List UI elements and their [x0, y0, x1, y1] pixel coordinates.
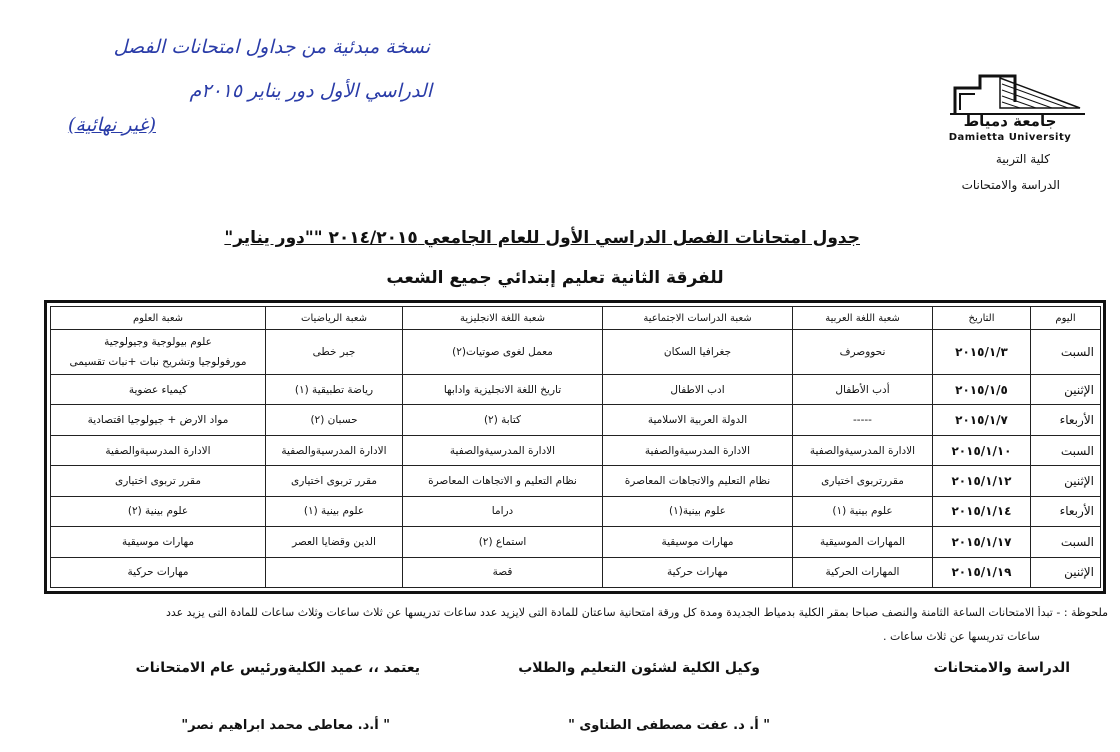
day-cell: الأربعاء — [1031, 405, 1101, 435]
english-cell: معمل لغوى صوتيات(٢) — [403, 330, 603, 375]
university-logo-icon — [940, 66, 1090, 116]
math-cell: حسبان (٢) — [266, 405, 403, 435]
arabic-cell: نحووصرف — [793, 330, 933, 375]
arabic-cell: مقررتربوى اختيارى — [793, 466, 933, 496]
english-cell: قصة — [403, 557, 603, 587]
faculty-label: كلية التربية — [995, 152, 1050, 166]
date-cell: ٢٠١٥/١/٥ — [933, 375, 1031, 405]
math-cell: جبر خطى — [266, 330, 403, 375]
date-cell: ٢٠١٥/١/١٧ — [933, 527, 1031, 557]
science-cell: مقرر تربوى اختيارى — [51, 466, 266, 496]
science-cell: مهارات موسيقية — [51, 527, 266, 557]
math-cell: الادارة المدرسيةوالصفية — [266, 435, 403, 465]
math-cell: رياضة تطبيقية (١) — [266, 375, 403, 405]
table-row — [51, 435, 1101, 465]
signature-vice-dean-name: " أ. د. عفت مصطفى الطناوى " — [568, 718, 770, 733]
col-header-day: اليوم — [1031, 307, 1101, 330]
note-line-1: ملحوظة : - تبدأ الامتحانات الساعة الثامنة والنصف صباحا بمقر الكلية بدمياط الجديدة ومدة كل ورقة امتحانية ساعتان للمادة التى لايزيد عدد ساعات تدريسها عن ثلاث ساعات وثلاث ساعات للمادة التى يزيد عدد — [165, 606, 1108, 619]
col-header-date: التاريخ — [933, 307, 1031, 330]
math-cell: مقرر تربوى اختيارى — [266, 466, 403, 496]
date-cell: ٢٠١٥/١/١٢ — [933, 466, 1031, 496]
page-subtitle: للفرقة الثانية تعليم إبتدائي جميع الشعب — [386, 268, 724, 288]
col-header-math: شعبة الرياضيات — [266, 307, 403, 330]
science-cell: علوم بينية (٢) — [51, 496, 266, 526]
page-title: جدول امتحانات الفصل الدراسي الأول للعام الجامعي ٢٠١٤/٢٠١٥ ""دور يناير" — [224, 228, 860, 248]
table-row — [51, 405, 1101, 435]
handwritten-line-1: نسخة مبدئية من جداول امتحانات الفصل — [113, 36, 430, 58]
social-cell: ادب الاطفال — [603, 375, 793, 405]
logo-name-en: Damietta University — [948, 132, 1072, 143]
table-row — [51, 496, 1101, 526]
math-cell — [266, 557, 403, 587]
date-cell: ٢٠١٥/١/١٤ — [933, 496, 1031, 526]
math-cell: علوم بينية (١) — [266, 496, 403, 526]
english-cell: الادارة المدرسيةوالصفية — [403, 435, 603, 465]
english-cell: كتابة (٢) — [403, 405, 603, 435]
signature-dean-title: يعتمد ،، عميد الكليةورئيس عام الامتحانات — [135, 660, 420, 676]
signature-dean-name: " أ.د. معاطى محمد ابراهيم نصر" — [181, 718, 390, 733]
col-header-arabic: شعبة اللغة العربية — [793, 307, 933, 330]
social-cell: مهارات حركية — [603, 557, 793, 587]
day-cell: الإثنين — [1031, 557, 1101, 587]
arabic-cell: المهارات الموسيقية — [793, 527, 933, 557]
arabic-cell: المهارات الحركية — [793, 557, 933, 587]
day-cell: السبت — [1031, 527, 1101, 557]
arabic-cell: الادارة المدرسيةوالصفية — [793, 435, 933, 465]
signature-vice-dean-title: وكيل الكلية لشئون التعليم والطلاب — [518, 660, 760, 676]
day-cell: الإثنين — [1031, 466, 1101, 496]
english-cell: استماع (٢) — [403, 527, 603, 557]
col-header-english: شعبة اللغة الانجليزية — [403, 307, 603, 330]
social-cell: علوم بينية(١) — [603, 496, 793, 526]
math-cell: الدين وقضايا العصر — [266, 527, 403, 557]
handwritten-line-2: الدراسي الأول دور يناير ٢٠١٥م — [189, 80, 432, 102]
arabic-cell: أدب الأطفال — [793, 375, 933, 405]
science-cell: مواد الارض + جيولوجيا اقتصادية — [51, 405, 266, 435]
table-row — [51, 375, 1101, 405]
date-cell: ٢٠١٥/١/٣ — [933, 330, 1031, 375]
social-cell: جغرافيا السكان — [603, 330, 793, 375]
day-cell: الإثنين — [1031, 375, 1101, 405]
science-cell: مهارات حركية — [51, 557, 266, 587]
social-cell: الادارة المدرسيةوالصفية — [603, 435, 793, 465]
table-header-row — [51, 307, 1101, 330]
logo-name-ar: جامعة دمياط — [963, 112, 1057, 130]
day-cell: الأربعاء — [1031, 496, 1101, 526]
social-cell: الدولة العربية الاسلامية — [603, 405, 793, 435]
note-line-2: ساعات تدريسها عن ثلاث ساعات . — [882, 630, 1040, 643]
date-cell: ٢٠١٥/١/٧ — [933, 405, 1031, 435]
science-cell-line-2: مورفولوجيا وتشريح نبات +نبات تقسيمى — [69, 356, 247, 368]
table-row — [51, 466, 1101, 496]
science-cell — [51, 330, 266, 375]
day-cell: السبت — [1031, 435, 1101, 465]
social-cell: نظام التعليم والاتجاهات المعاصرة — [603, 466, 793, 496]
table-row — [51, 557, 1101, 587]
signature-studies-exams: الدراسة والامتحانات — [933, 660, 1070, 676]
date-cell: ٢٠١٥/١/١٠ — [933, 435, 1031, 465]
col-header-science: شعبة العلوم — [51, 307, 266, 330]
department-label: الدراسة والامتحانات — [961, 178, 1060, 192]
arabic-cell: علوم بينية (١) — [793, 496, 933, 526]
day-cell: السبت — [1031, 330, 1101, 375]
col-header-social: شعبة الدراسات الاجتماعية — [603, 307, 793, 330]
table-row — [51, 527, 1101, 557]
science-cell: كيمياء عضوية — [51, 375, 266, 405]
exam-schedule-table — [44, 300, 1106, 594]
arabic-cell: ----- — [793, 405, 933, 435]
social-cell: مهارات موسيقية — [603, 527, 793, 557]
table-row — [51, 330, 1101, 375]
science-cell-line-1: علوم بيولوجية وجيولوجية — [104, 336, 212, 348]
handwritten-line-3: (غير نهائية) — [67, 114, 156, 136]
english-cell: نظام التعليم و الاتجاهات المعاصرة — [403, 466, 603, 496]
english-cell: دراما — [403, 496, 603, 526]
science-cell: الادارة المدرسيةوالصفية — [51, 435, 266, 465]
date-cell: ٢٠١٥/١/١٩ — [933, 557, 1031, 587]
english-cell: تاريخ اللغة الانجليزية وادابها — [403, 375, 603, 405]
